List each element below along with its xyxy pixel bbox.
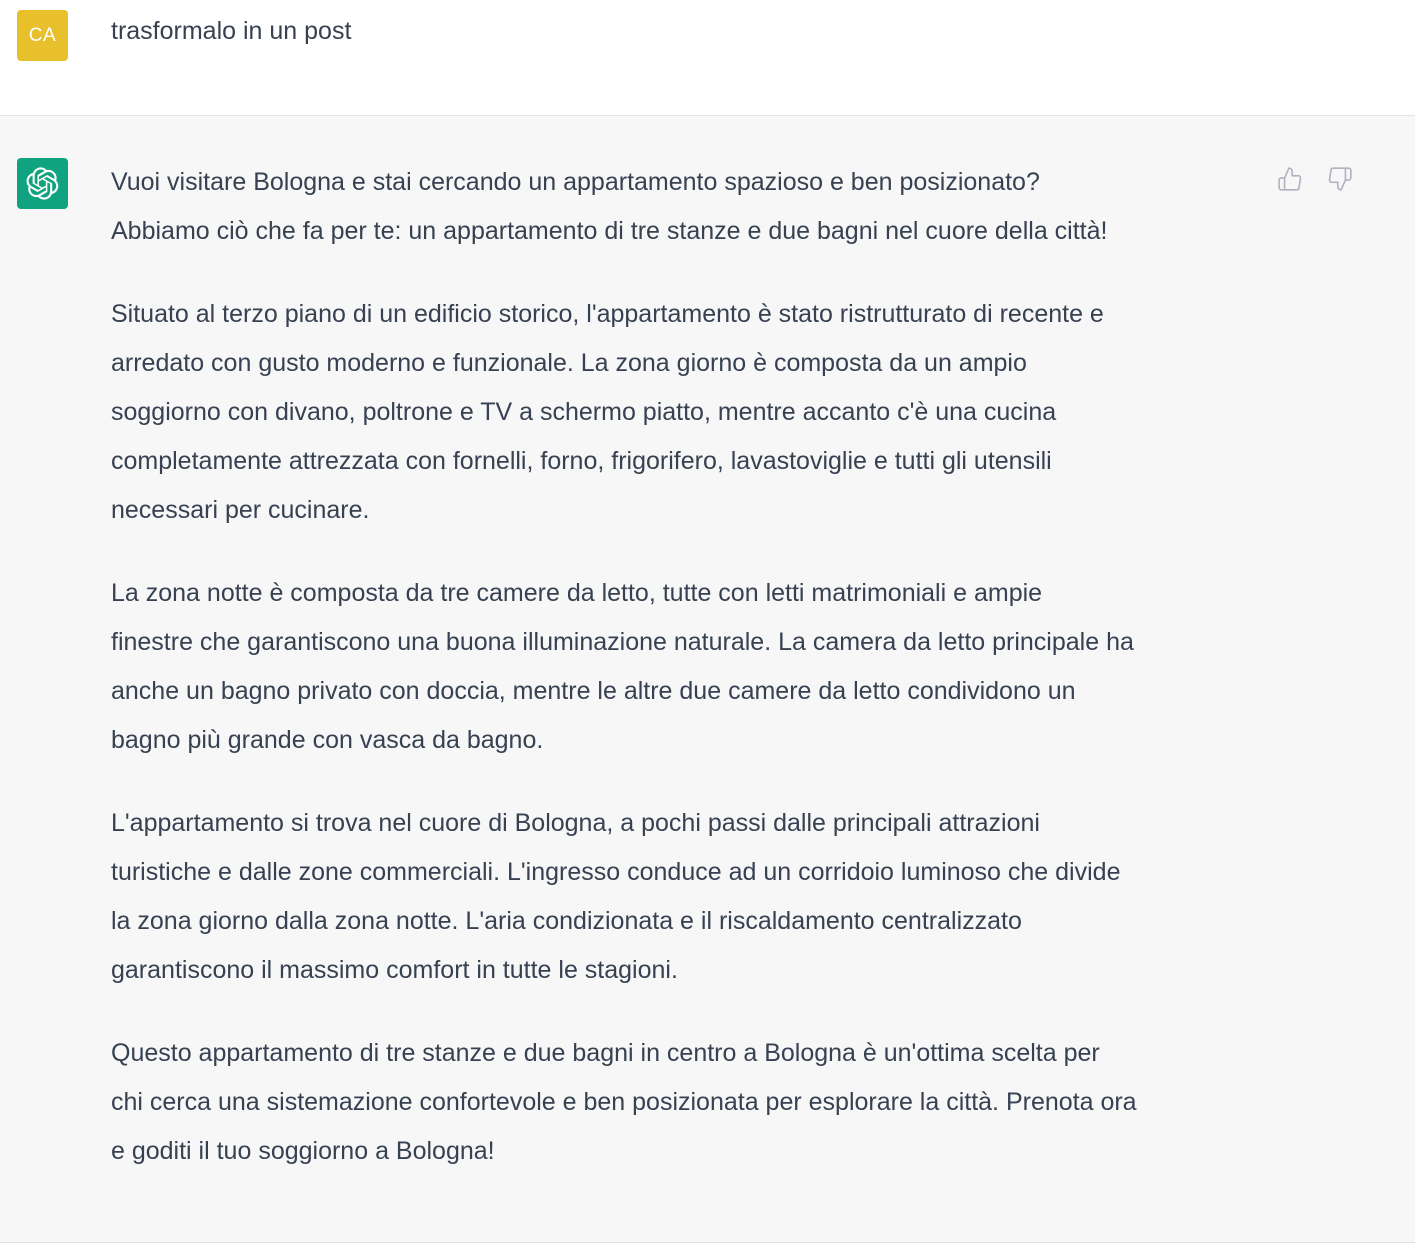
message-line: la zona giorno dalla zona notte. L'aria condizionata e il riscaldamento centralizzato <box>111 907 1022 935</box>
message-line: Situato al terzo piano di un edificio storico, l'appartamento è stato ristrutturato di recente e <box>111 300 1104 328</box>
assistant-paragraph <box>111 569 1137 765</box>
assistant-paragraph <box>111 1029 1137 1176</box>
message-actions <box>1277 166 1353 192</box>
message-line: La zona notte è composta da tre camere da letto, tutte con letti matrimoniali e ampie <box>111 579 1043 607</box>
message-line: Abbiamo ciò che fa per te: un appartamento di tre stanze e due bagni nel cuore della città! <box>111 217 1108 245</box>
openai-logo-icon <box>17 158 68 209</box>
assistant-message-row <box>0 115 1415 1243</box>
message-line: anche un bagno privato con doccia, mentre le altre due camere da letto condividono un <box>111 677 1076 705</box>
message-line: Questo appartamento di tre stanze e due bagni in centro a Bologna è un'ottima scelta per <box>111 1039 1100 1067</box>
user-avatar: CA <box>17 10 68 61</box>
thumbs-down-button[interactable] <box>1327 166 1353 192</box>
message-line: e goditi il tuo soggiorno a Bologna! <box>111 1137 495 1165</box>
thumbs-up-icon <box>1277 166 1303 192</box>
assistant-paragraph <box>111 290 1137 535</box>
message-line: chi cerca una sistemazione confortevole e ben posizionata per esplorare la città. Prenota ora <box>111 1088 1137 1116</box>
assistant-message-content <box>111 158 1277 1176</box>
user-message-content <box>111 7 491 56</box>
message-line: L'appartamento si trova nel cuore di Bologna, a pochi passi dalle principali attrazioni <box>111 809 1040 837</box>
user-message-row <box>0 0 1415 115</box>
message-line: turistiche e dalle zone commerciali. L'ingresso conduce ad un corridoio luminoso che divide <box>111 858 1121 886</box>
message-line: Vuoi visitare Bologna e stai cercando un appartamento spazioso e ben posizionato? <box>111 168 1040 196</box>
thumbs-up-button[interactable] <box>1277 166 1303 192</box>
message-line: garantiscono il massimo comfort in tutte le stagioni. <box>111 956 678 984</box>
thumbs-down-icon <box>1327 166 1353 192</box>
user-message-text: trasformalo in un post <box>111 17 352 45</box>
message-line: soggiorno con divano, poltrone e TV a schermo piatto, mentre accanto c'è una cucina <box>111 398 1057 426</box>
message-line: necessari per cucinare. <box>111 496 370 524</box>
assistant-paragraph <box>111 158 1137 256</box>
message-line: arredato con gusto moderno e funzionale. La zona giorno è composta da un ampio <box>111 349 1027 377</box>
message-line: finestre che garantiscono una buona illuminazione naturale. La camera da letto principale ha <box>111 628 1134 656</box>
assistant-paragraph <box>111 799 1137 995</box>
message-line: bagno più grande con vasca da bagno. <box>111 726 544 754</box>
message-line: completamente attrezzata con fornelli, forno, frigorifero, lavastoviglie e tutti gli utensili <box>111 447 1052 475</box>
